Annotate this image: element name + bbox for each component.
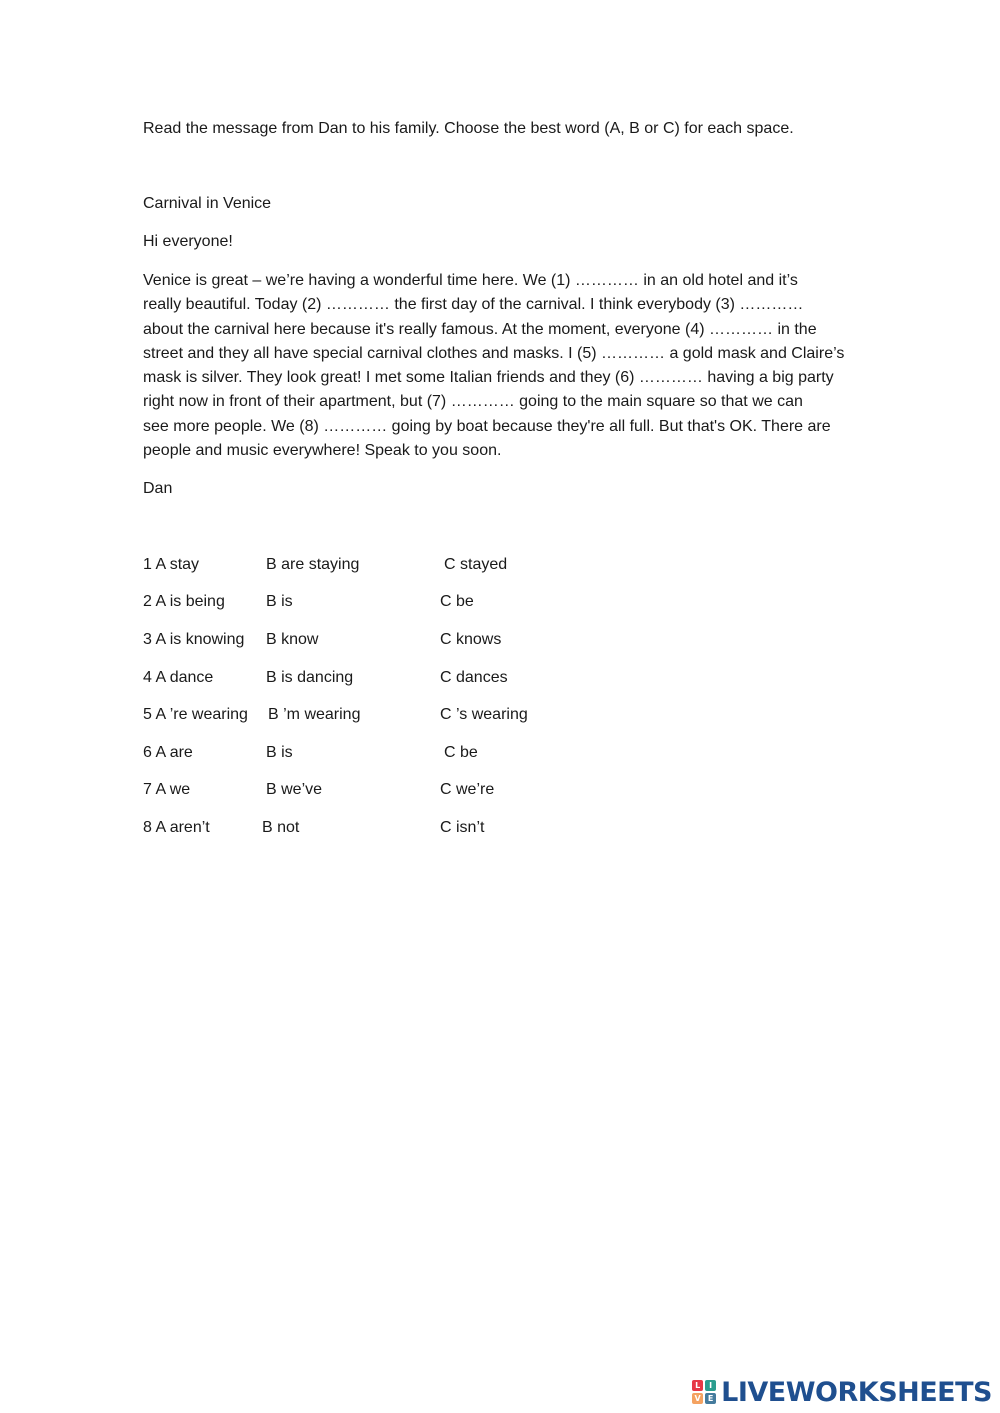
option-a[interactable]: 3 A is knowing [143,631,245,648]
option-b[interactable]: B know [266,631,319,648]
option-b[interactable]: B is [266,744,293,761]
logo-letter: I [705,1380,716,1391]
option-c[interactable]: C dances [440,669,508,686]
logo-letter: L [692,1380,703,1391]
option-row-2 [0,590,1000,614]
option-b[interactable]: B we’ve [266,781,323,798]
option-row-8 [0,816,1000,840]
option-row-4 [0,666,1000,690]
body-line: people and music everywhere! Speak to you soon. [143,442,502,460]
body-line: Venice is great – we’re having a wonderful time here. We (1) ………… in an old hotel and it’s [143,272,798,289]
option-row-5 [0,703,1000,727]
logo-letter: V [692,1393,703,1404]
option-b[interactable]: B ’m wearing [268,706,361,723]
option-c[interactable]: C be [440,593,474,610]
logo-letter: E [705,1393,716,1404]
body-line: really beautiful. Today (2) ………… the first day of the carnival. I think everybody (3) ………… [143,296,804,314]
body-line: see more people. We (8) ………… going by boat because they're all full. But that's OK. There are [143,417,831,435]
option-b[interactable]: B are staying [266,556,360,573]
option-row-6 [0,741,1000,765]
logo-wordmark: LIVEWORKSHEETS [721,1376,992,1408]
greeting-text: Hi everyone! [143,233,233,250]
option-c[interactable]: C stayed [444,556,508,573]
option-a[interactable]: 4 A dance [143,669,214,686]
body-line: street and they all have special carnival clothes and masks. I (5) ………… a gold mask and Claire’s [143,344,845,362]
option-c[interactable]: C we’re [440,781,495,798]
option-b[interactable]: B is [266,593,293,610]
logo-mark-icon [692,1380,716,1404]
instructions-text: Read the message from Dan to his family. Choose the best word (A, B or C) for each space. [143,120,794,137]
liveworksheets-logo[interactable] [692,1377,992,1407]
message-title: Carnival in Venice [143,195,272,212]
body-line: about the carnival here because it's really famous. At the moment, everyone (4) ………… in the [143,320,817,338]
message-body [143,269,858,463]
option-b[interactable]: B not [262,819,300,836]
option-a[interactable]: 8 A aren’t [143,819,210,836]
option-a[interactable]: 1 A stay [143,556,200,573]
body-line: right now in front of their apartment, but (7) ………… going to the main square so that we can [143,393,803,411]
option-c[interactable]: C ’s wearing [440,706,528,723]
option-a[interactable]: 7 A we [143,781,191,798]
option-row-1 [0,553,1000,577]
option-a[interactable]: 2 A is being [143,593,225,610]
option-row-7 [0,778,1000,802]
option-c[interactable]: C knows [440,631,502,648]
option-b[interactable]: B is dancing [266,669,354,686]
option-row-3 [0,628,1000,652]
option-a[interactable]: 6 A are [143,744,193,761]
option-c[interactable]: C isn’t [440,819,485,836]
signature-text: Dan [143,480,173,497]
option-a[interactable]: 5 A ’re wearing [143,706,248,723]
body-line: mask is silver. They look great! I met some Italian friends and they (6) ………… having a big party [143,369,834,387]
option-c[interactable]: C be [444,744,478,761]
